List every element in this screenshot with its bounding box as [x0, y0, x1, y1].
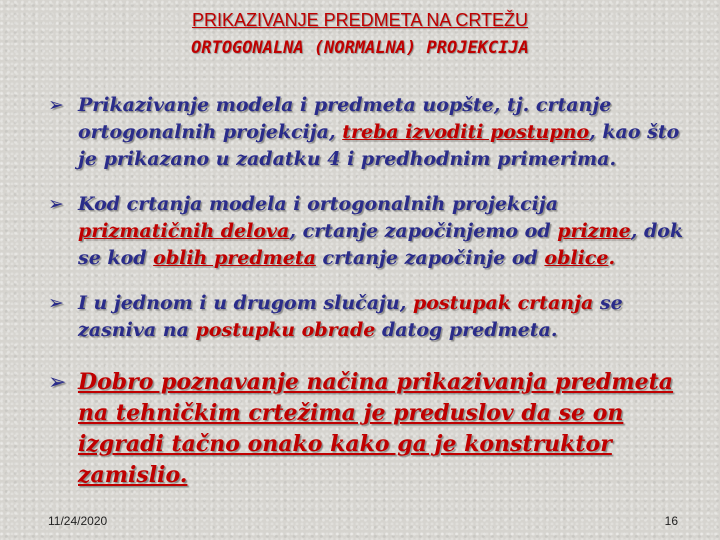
highlight-text: treba izvoditi postupno [342, 121, 590, 143]
footer-date: 11/24/2020 [48, 514, 108, 528]
text-run: crtanje započinje od [315, 247, 545, 269]
paragraph-text [78, 290, 688, 344]
arrow-bullet-icon: ➢ [48, 292, 64, 314]
slide-subtitle: ORTOGONALNA (NORMALNA) PROJEKCIJA [191, 38, 529, 58]
text-run: . [608, 247, 616, 269]
arrow-bullet-icon: ➢ [48, 94, 64, 116]
arrow-bullet-icon: ➢ [48, 370, 67, 395]
text-run: , kao što je prikazano u zadatku 4 i predhodnim primerima. [78, 121, 680, 170]
paragraph-text [78, 191, 688, 272]
text-run: , crtanje započinjemo od [289, 220, 558, 242]
highlight-text: postupak crtanja [412, 292, 594, 314]
highlight-text: oblih predmeta [153, 247, 316, 269]
text-run: datog predmeta. [375, 319, 558, 341]
page-number: 16 [664, 514, 678, 528]
text-run: se zasniva na [78, 292, 623, 341]
highlight-text: postupku obrade [195, 319, 376, 341]
arrow-bullet-icon: ➢ [48, 193, 64, 215]
text-run: Prikazivanje modela i predmeta uopšte, tj. crtanje ortogonalnih projekcija, [78, 94, 612, 143]
highlight-text: oblice [544, 247, 609, 269]
bullet-paragraph-1 [48, 92, 688, 173]
bullet-paragraph-3 [48, 290, 688, 344]
highlight-text: prizmatičnih delova [78, 220, 290, 242]
paragraph-text: Dobro poznavanje načina prikazivanja predmeta na tehničkim crtežima je preduslov da se on izgradi tačno onako kako ga je konstruktor zamislio. [78, 369, 674, 488]
text-run: , dok se kod [78, 220, 684, 269]
highlight-text: prizme [557, 220, 631, 242]
bullet-paragraph-4 [48, 367, 688, 491]
slide-title: PRIKAZIVANJE PREDMETA NA CRTEŽU [191, 10, 529, 30]
text-run: Kod crtanja modela i ortogonalnih projekcija [78, 193, 559, 215]
text-run: I u jednom i u drugom slučaju, [78, 292, 413, 314]
bullet-paragraph-2 [48, 191, 688, 272]
paragraph-text [78, 92, 688, 173]
